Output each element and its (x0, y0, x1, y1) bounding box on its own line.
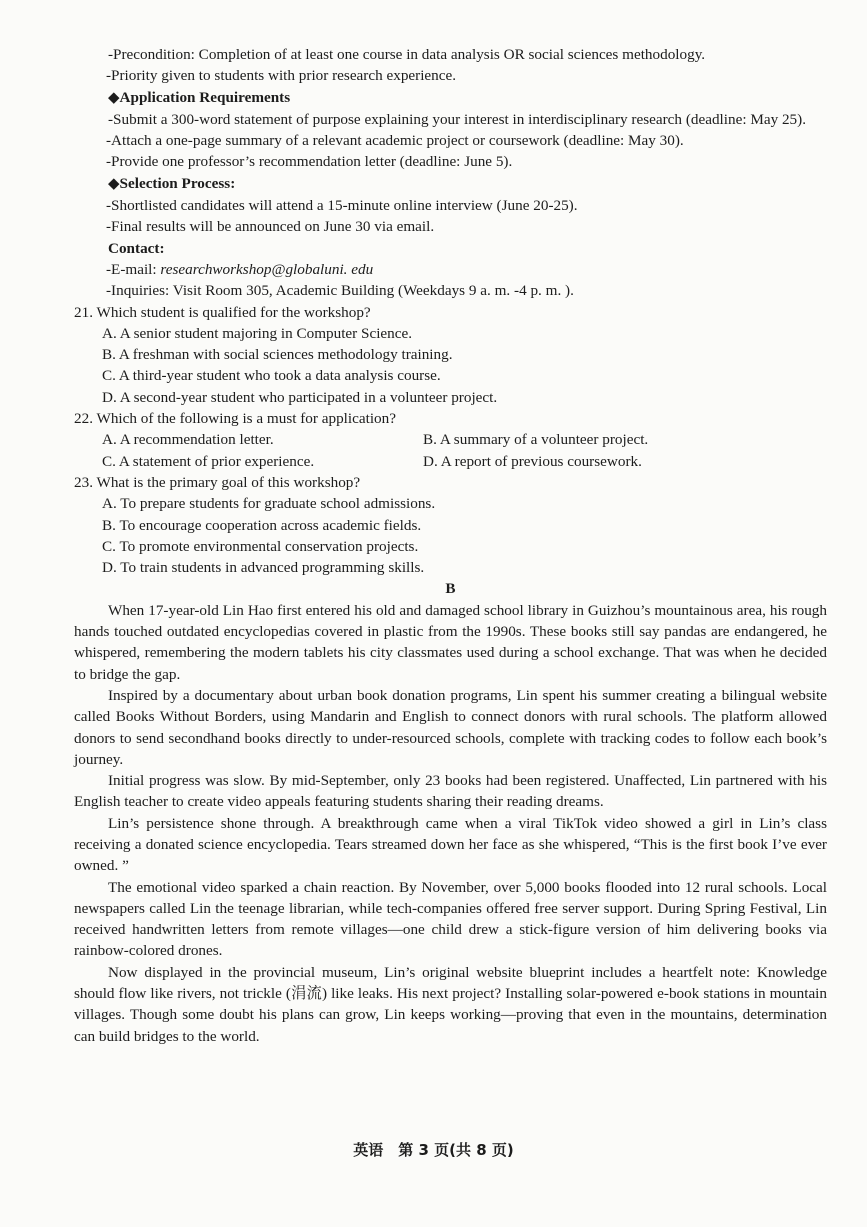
contact-heading: Contact: (108, 239, 165, 257)
diamond-icon: ◆ (108, 89, 120, 106)
passage-paragraph: When 17-year-old Lin Hao first entered his old and damaged school library in Guizhou’s mountainous area, his rough hands touched outdated encyclopedias covered in plastic from the 1990s. These books still say pandas are endangered, he whispered, remembering the modern tablets his city classmates used during a school exchange. That was when he decided to bridge the gap. (74, 601, 827, 683)
question-21-option-d: D. A second-year student who participated in a volunteer project. (102, 388, 498, 406)
question-21-option-a: A. A senior student majoring in Computer Science. (102, 324, 413, 342)
passage-b-label: B (445, 580, 456, 598)
selection-results: -Final results will be announced on June 30 via email. (106, 218, 435, 236)
question-21-option-c: C. A third-year student who took a data analysis course. (102, 367, 441, 385)
selection-interview: -Shortlisted candidates will attend a 15-minute online interview (June 20-25). (106, 197, 578, 215)
question-22-option-b: B. A summary of a volunteer project. (423, 431, 649, 449)
passage-paragraph: Now displayed in the provincial museum, Lin’s original website blueprint includes a heartfelt note: Knowledge should flow like rivers, not trickle (涓流) like leaks. His next project? Installing solar-powered e-book stations in mountain villages. Though some doubt his plans can grow, Lin keeps working—proving that even in the mountains, determination can build bridges to the world. (74, 963, 827, 1045)
question-22-options-row-1 (74, 429, 827, 450)
question-21-stem: 21. Which student is qualified for the workshop? (74, 303, 371, 321)
question-22-option-d: D. A report of previous coursework. (423, 452, 642, 470)
passage-paragraph: Initial progress was slow. By mid-September, only 23 books had been registered. Unaffected, Lin partnered with his English teacher to create video appeals featuring students sharing their reading dreams. (74, 772, 827, 811)
application-requirements-heading (74, 87, 827, 109)
question-23-option-a: A. To prepare students for graduate school admissions. (102, 495, 436, 513)
diamond-icon: ◆ (108, 175, 120, 192)
question-22-stem: 22. Which of the following is a must for application? (74, 410, 396, 428)
email-address: researchworkshop@globaluni. edu (160, 260, 374, 278)
question-23-option-c: C. To promote environmental conservation projects. (102, 537, 419, 555)
precondition-text: -Precondition: Completion of at least one course in data analysis OR social sciences methodology. (108, 46, 706, 63)
question-23-option-d: D. To train students in advanced programming skills. (102, 559, 425, 577)
email-label: -E-mail: (106, 260, 161, 278)
contact-inquiries: -Inquiries: Visit Room 305, Academic Building (Weekdays 9 a. m. -4 p. m. ). (106, 282, 574, 300)
selection-process-heading (74, 173, 827, 195)
question-23-option-b: B. To encourage cooperation across academic fields. (102, 516, 422, 534)
contact-email (74, 259, 827, 280)
requirement-recommendation: -Provide one professor’s recommendation letter (deadline: June 5). (106, 153, 513, 171)
question-22-options-row-2 (74, 451, 827, 472)
priority-text: -Priority given to students with prior research experience. (106, 67, 457, 85)
page-content (74, 44, 827, 1047)
application-heading-text: Application Requirements (119, 88, 291, 106)
passage-paragraph: Inspired by a documentary about urban book donation programs, Lin spent his summer creating a bilingual website called Books Without Borders, using Mandarin and English to connect donors with rural schools. The platform allowed donors to send secondhand books directly to under-resourced schools, complete with tracking codes to follow each book’s journey. (74, 686, 827, 768)
question-22-option-c: C. A statement of prior experience. (102, 452, 315, 470)
requirement-summary: -Attach a one-page summary of a relevant academic project or coursework (deadline: May 30). (106, 132, 684, 150)
selection-heading-text: Selection Process: (119, 174, 236, 192)
requirement-statement: -Submit a 300-word statement of purpose explaining your interest in interdisciplinary research (deadline: May 25). (108, 110, 807, 128)
question-21-option-b: B. A freshman with social sciences methodology training. (102, 346, 453, 364)
passage-paragraph: The emotional video sparked a chain reaction. By November, over 5,000 books flooded into 12 rural schools. Local newspapers called Lin the teenage librarian, while tech-companies offered free server support. During Spring Festival, Lin received handwritten letters from remote villages—one child drew a stick-figure version of him delivering books via rainbow-colored drones. (74, 878, 827, 960)
page-footer: 英语 第 3 页(共 8 页) (353, 1141, 514, 1159)
question-23-stem: 23. What is the primary goal of this workshop? (74, 473, 361, 491)
passage-paragraph: Lin’s persistence shone through. A breakthrough came when a viral TikTok video showed a girl in Lin’s class receiving a donated science encyclopedia. Tears streamed down her face as she whispered, “This is the first book I’ve ever owned. ” (74, 814, 827, 875)
question-22-option-a: A. A recommendation letter. (102, 431, 274, 449)
